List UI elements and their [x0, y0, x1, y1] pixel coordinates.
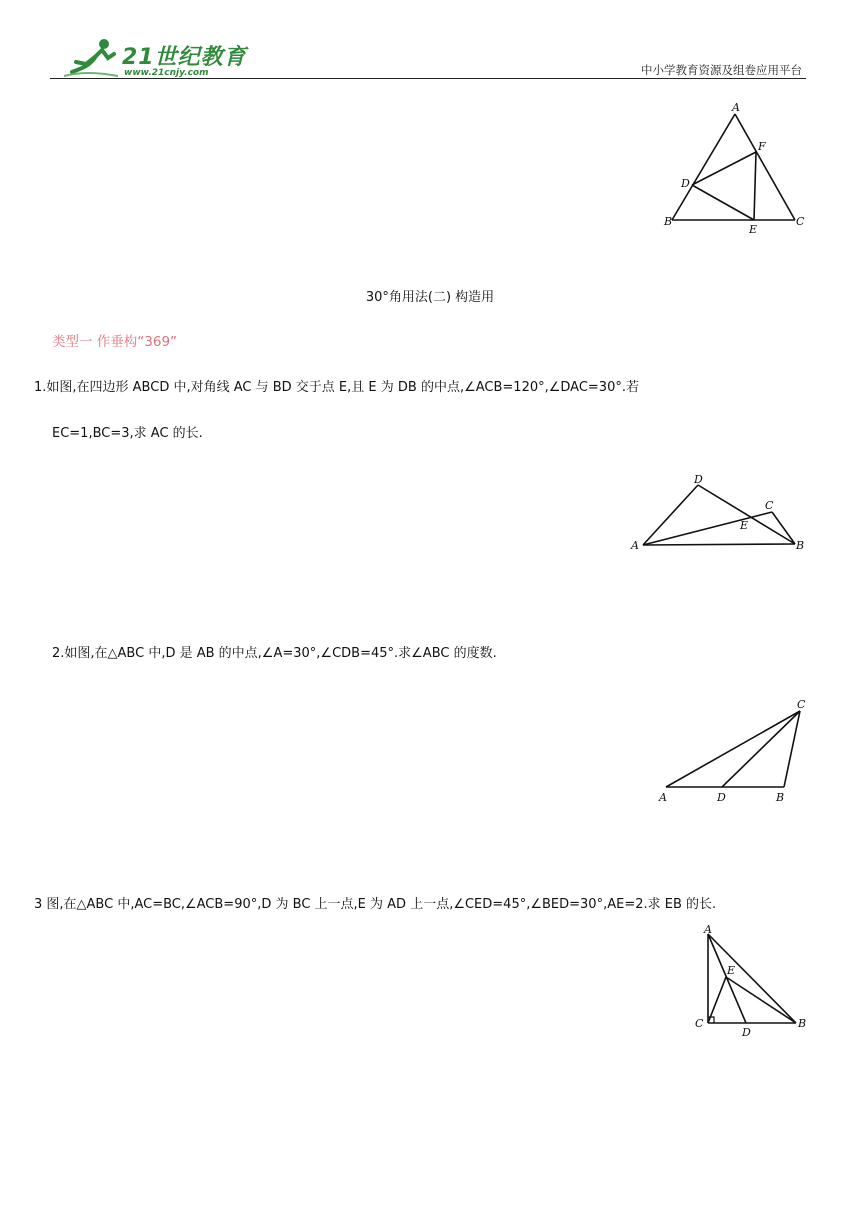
label-C: C: [796, 215, 805, 228]
label-E: E: [740, 519, 749, 532]
label-B: B: [776, 791, 785, 804]
question-2: 2.如图,在△ABC 中,D 是 AB 的中点,∠A=30°,∠CDB=45°.求∠ABC 的度数.: [52, 646, 497, 661]
page-header: [50, 36, 806, 80]
label-D: D: [717, 791, 726, 804]
label-D: D: [742, 1026, 751, 1039]
label-C: C: [695, 1017, 704, 1030]
label-B: B: [796, 539, 805, 552]
figure-right-triangle: [690, 920, 815, 1042]
question-1-line-1: 1.如图,在四边形 ABCD 中,对角线 AC 与 BD 交于点 E,且 E 为 DB 的中点,∠ACB=120°,∠DAC=30°.若: [34, 380, 639, 395]
header-divider: [50, 78, 806, 79]
logo-url: www.21cnjy.com: [124, 68, 209, 78]
figure-triangle-median: [652, 694, 817, 809]
label-A: A: [659, 791, 667, 804]
figure-triangle-def: [650, 100, 820, 240]
logo: [62, 38, 252, 80]
logo-text: 21世纪教育: [122, 45, 247, 70]
label-D: D: [681, 177, 690, 190]
label-A: A: [732, 101, 740, 114]
label-A: A: [631, 539, 639, 552]
label-B: B: [798, 1017, 807, 1030]
type-label: 类型一 作垂构“369”: [52, 334, 178, 350]
label-B: B: [664, 215, 673, 228]
runner-logo-icon: [62, 38, 122, 80]
figure-quadrilateral: [625, 472, 815, 557]
label-D: D: [694, 473, 703, 486]
label-A: A: [704, 923, 712, 936]
question-3: 3 图,在△ABC 中,AC=BC,∠ACB=90°,D 为 BC 上一点,E 为 AD 上一点,∠CED=45°,∠BED=30°,AE=2.求 EB 的长.: [34, 897, 717, 912]
label-E: E: [727, 964, 736, 977]
label-F: F: [758, 140, 766, 153]
platform-name: 中小学教育资源及组卷应用平台: [641, 63, 802, 77]
label-C: C: [765, 499, 774, 512]
label-E: E: [749, 223, 758, 236]
label-C: C: [797, 698, 806, 711]
question-1-line-2: EC=1,BC=3,求 AC 的长.: [52, 426, 203, 441]
section-title: 30°角用法(二) 构造用: [365, 290, 495, 305]
